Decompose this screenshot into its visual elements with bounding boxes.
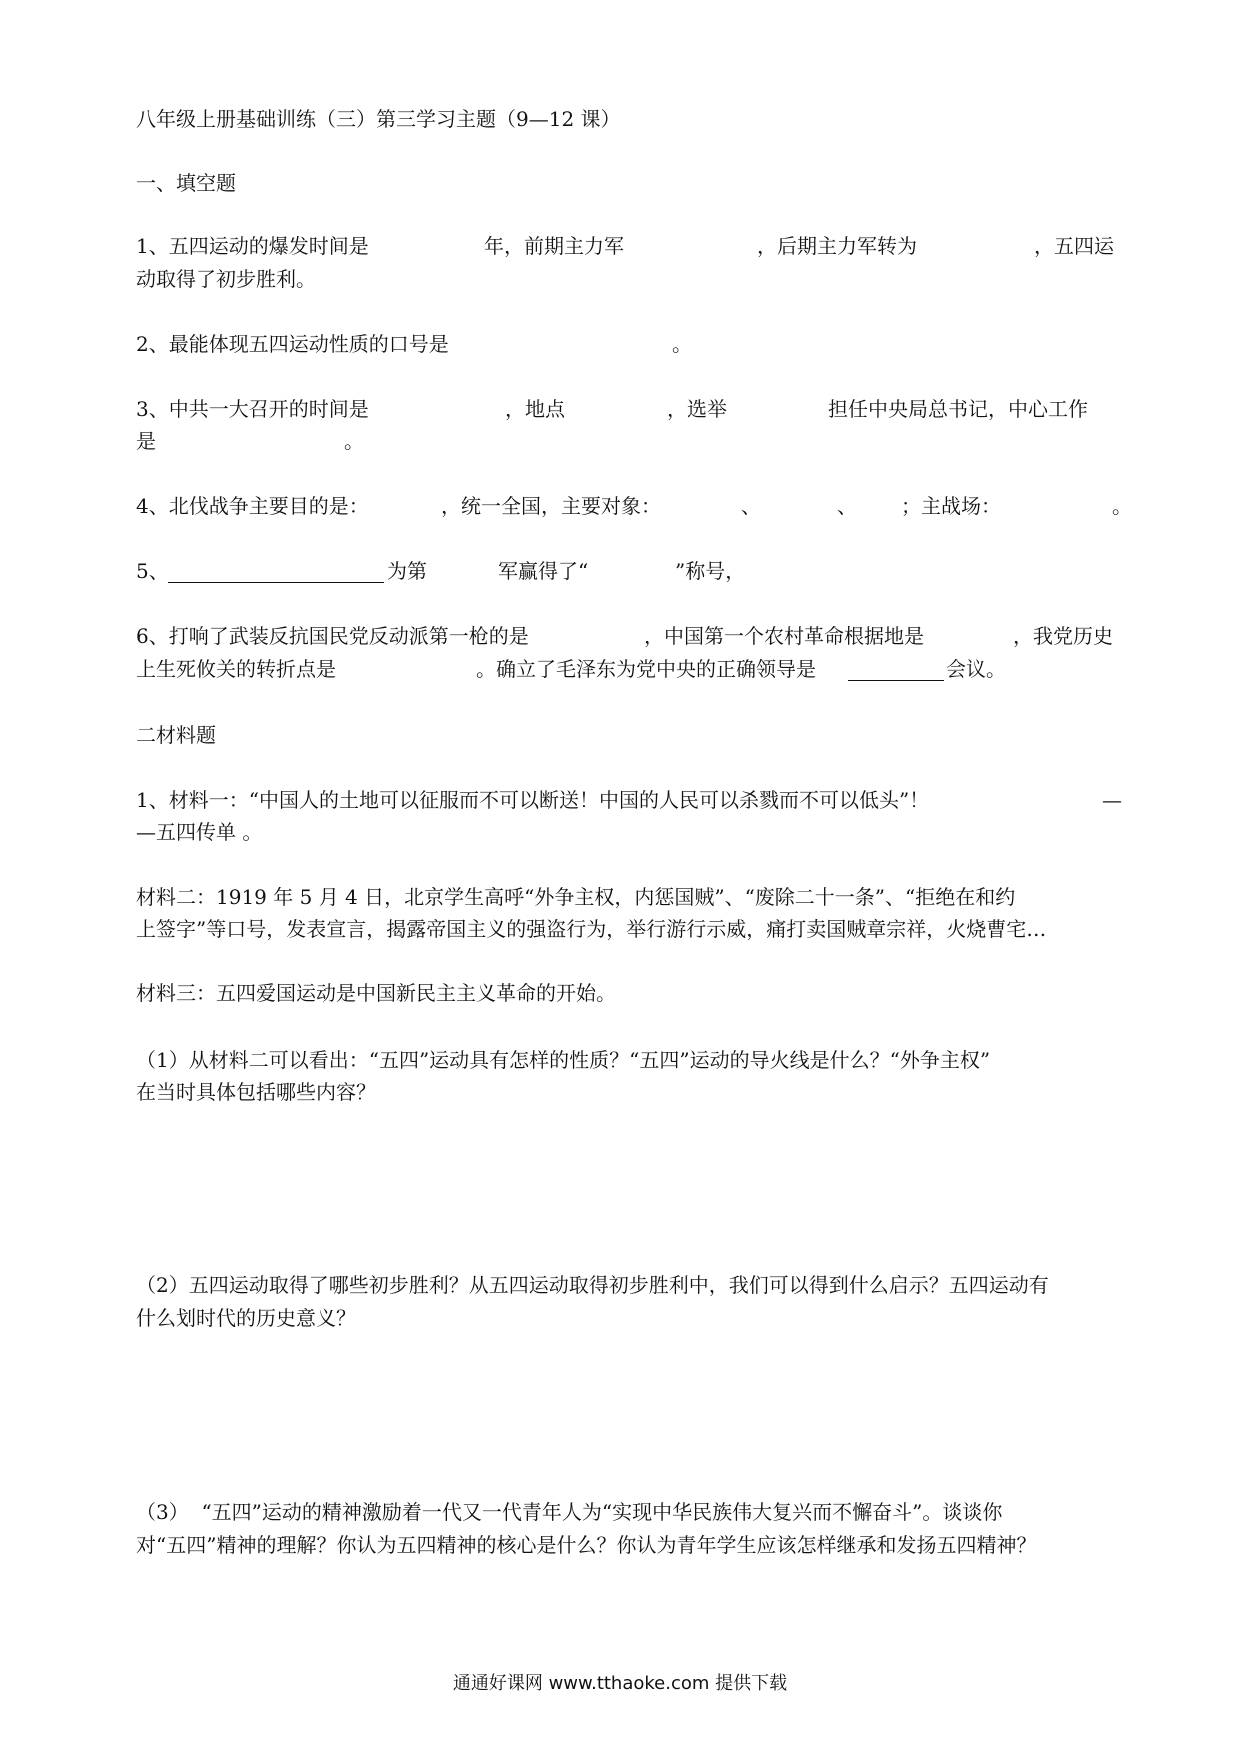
material2-line1-text: 材料二：1919 年 5 月 4 日，北京学生高呼“外争主权，内惩国贼”、“废除二十一条”、“拒绝在和约 (136, 885, 1016, 909)
q4-text-e: ；主战场： (901, 494, 1001, 518)
q1-text-d: ，五四运 (1034, 234, 1114, 258)
q4-text-d: 、 (837, 494, 857, 518)
q6-text-b: ，中国第一个农村革命根据地是 (644, 624, 924, 648)
q4-text-c: 、 (741, 494, 761, 518)
q3-text-d: 担任中央局总书记，中心工作 (828, 397, 1088, 421)
q6-text-f: 会议。 (946, 657, 1006, 681)
q1-text-e: 动取得了初步胜利。 (136, 267, 316, 291)
q5-text-d: ”称号， (675, 559, 746, 583)
section-heading-fill-blank: 一、填空题 (136, 171, 236, 195)
q1-text-b: 年，前期主力军 (484, 234, 624, 258)
q4-text-f: 。 (1112, 494, 1132, 518)
material1-text-c: —五四传单 。 (136, 820, 263, 844)
material1-text-b: — (1102, 788, 1122, 812)
subq3-line1-text: （3） “五四”运动的精神激励着一代又一代青年人为“实现中华民族伟大复兴而不懈奋斗”。谈谈你 (136, 1500, 1003, 1524)
subq3-line1 (136, 1499, 1122, 1525)
material1-text-a: 1、材料一：“中国人的土地可以征服而不可以断送！中国的人民可以杀戮而不可以低头”！ (136, 788, 930, 812)
q6-text-d: 上生死攸关的转折点是 (136, 657, 336, 681)
q1-text-c: ，后期主力军转为 (757, 234, 917, 258)
q6-answer-blank (848, 656, 944, 681)
q6-text-e: 。确立了毛泽东为党中央的正确领导是 (476, 657, 816, 681)
page-title: 八年级上册基础训练（三）第三学习主题（9—12 课） (136, 107, 621, 131)
q2-text-b: 。 (672, 332, 692, 356)
q3-text-b: ，地点 (505, 397, 565, 421)
subq1-line2: 在当时具体包括哪些内容？ (136, 1080, 376, 1104)
material2-line1 (136, 884, 1122, 910)
q2-text-a: 2、最能体现五四运动性质的口号是 (136, 332, 449, 356)
q5-text-b: 为第 (387, 559, 427, 583)
q3-text-a: 3、中共一大召开的时间是 (136, 397, 369, 421)
q5-answer-blank (168, 558, 384, 583)
subq2-line1-text: （2）五四运动取得了哪些初步胜利？从五四运动取得初步胜利中，我们可以得到什么启示？五四运动有 (136, 1273, 1049, 1297)
q1-text-a: 1、五四运动的爆发时间是 (136, 234, 369, 258)
q6-text-c: ，我党历史 (1013, 624, 1113, 648)
subq1-line1 (136, 1047, 1122, 1073)
q5-text-a: 5、 (136, 559, 169, 583)
q4-text-b: ，统一全国，主要对象： (441, 494, 661, 518)
subq1-line1-text: （1）从材料二可以看出：“五四”运动具有怎样的性质？“五四”运动的导火线是什么？“外争主权” (136, 1048, 991, 1072)
q4-text-a: 4、北伐战争主要目的是： (136, 494, 369, 518)
q6-text-a: 6、打响了武装反抗国民党反动派第一枪的是 (136, 624, 529, 648)
footer-source: 通通好课网 www.tthaoke.com 提供下载 (452, 1673, 788, 1694)
q3-text-e: 是 (136, 429, 156, 453)
subq3-line2: 对“五四”精神的理解？你认为五四精神的核心是什么？你认为青年学生应该怎样继承和发扬五四精神？ (136, 1533, 1037, 1557)
q3-text-c: ，选举 (667, 397, 727, 421)
material3-text: 材料三：五四爱国运动是中国新民主主义革命的开始。 (136, 981, 616, 1005)
material2-line2-text: 上签字”等口号，发表宣言，揭露帝国主义的强盗行为，举行游行示威，痛打卖国贼章宗祥，火烧曹宅… (136, 917, 1047, 941)
material2-line2 (136, 916, 1122, 942)
q5-text-c: 军赢得了“ (498, 559, 589, 583)
q3-text-f: 。 (344, 429, 364, 453)
subq2-line2: 什么划时代的历史意义？ (136, 1306, 356, 1330)
section-heading-material: 二材料题 (136, 723, 216, 747)
subq2-line1 (136, 1272, 1122, 1298)
